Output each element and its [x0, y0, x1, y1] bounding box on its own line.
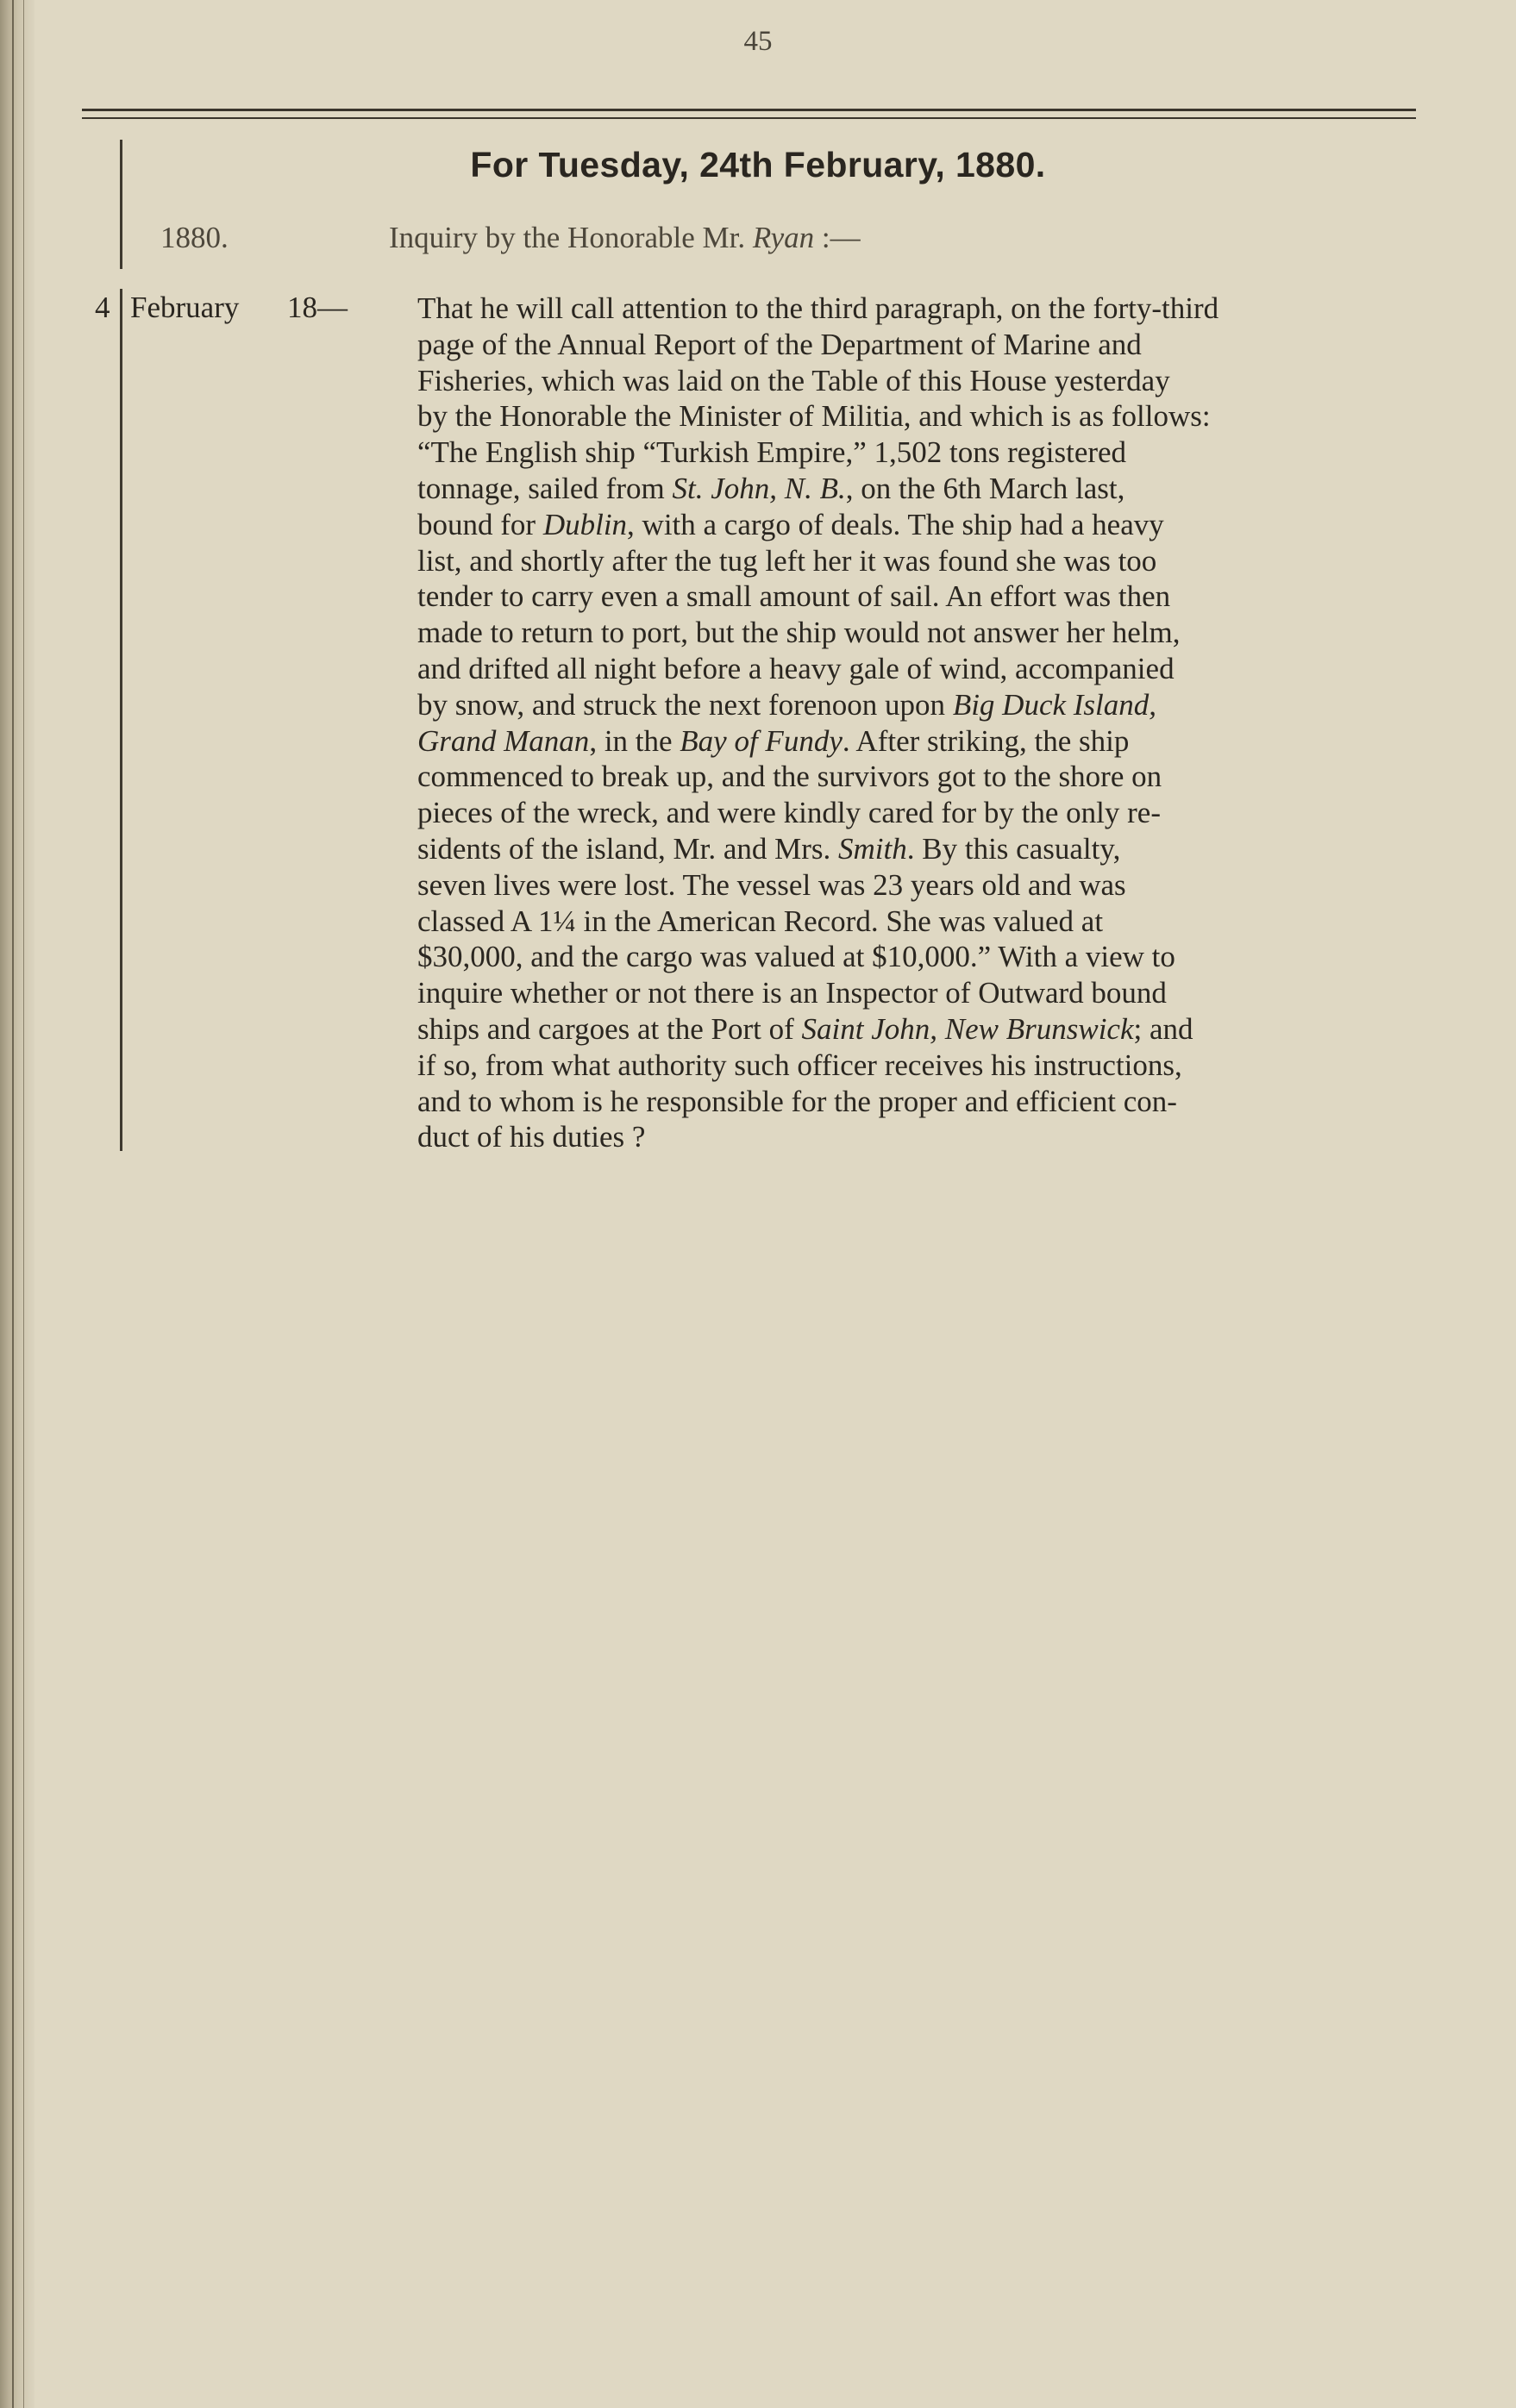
text-run: “The English ship “Turkish Empire,” 1,502 tons registered [417, 435, 1127, 470]
book-spine-shadow [0, 0, 34, 2408]
text-run: inquire whether or not there is an Inspector of Outward bound [417, 976, 1167, 1010]
italic-text: Smith [838, 831, 907, 866]
text-run: ships and cargoes at the Port of [417, 1011, 802, 1046]
margin-rule [120, 289, 122, 1151]
text-run: ; and [1133, 1011, 1193, 1046]
item-month: February [130, 291, 240, 324]
body-text-line [417, 543, 1437, 579]
body-text-line [417, 327, 1437, 363]
inquiry-line [389, 221, 861, 255]
text-run: , in the [589, 723, 680, 758]
text-run: duct of his duties ? [417, 1120, 646, 1154]
italic-text: Dublin [542, 507, 628, 541]
page-heading: For Tuesday, 24th February, 1880. [470, 145, 1046, 185]
header-rule-thick [82, 109, 1416, 111]
body-text-line [417, 1048, 1437, 1084]
body-text-line [417, 363, 1437, 399]
item-number: 4 [95, 291, 110, 324]
italic-text: Saint John, New Brunswick [801, 1011, 1134, 1046]
body-text-line [417, 471, 1437, 507]
inquiry-member-name: Ryan [752, 221, 815, 254]
text-run: . After striking, the ship [842, 723, 1130, 758]
text-run: by the Honorable the Minister of Militia, and which is as follows: [417, 399, 1211, 434]
italic-text: St. John, N. B. [672, 471, 846, 505]
text-run: Fisheries, which was laid on the Table of this House yesterday [417, 363, 1170, 397]
body-text-line [417, 398, 1437, 435]
body-text-line [417, 904, 1437, 940]
session-year: 1880. [160, 221, 229, 254]
page-number: 45 [743, 26, 773, 57]
text-run: if so, from what authority such officer receives his instructions, [417, 1048, 1182, 1082]
inquiry-body-text [417, 291, 1437, 1155]
text-run: That he will call attention to the third paragraph, on the forty-third [417, 291, 1219, 325]
text-run: tonnage, sailed from [417, 471, 673, 505]
text-run: , with a cargo of deals. The ship had a heavy [627, 507, 1164, 541]
body-text-line [417, 723, 1437, 760]
header-rule-thin [82, 117, 1416, 119]
text-run: by snow, and struck the next forenoon upon [417, 687, 953, 722]
body-text-line [417, 975, 1437, 1011]
body-text-line [417, 831, 1437, 867]
text-run: $30,000, and the cargo was valued at $10,000.” With a view to [417, 940, 1175, 974]
body-text-line [417, 867, 1437, 904]
text-run: commenced to break up, and the survivors got to the shore on [417, 760, 1162, 794]
text-run: sidents of the island, Mr. and Mrs. [417, 831, 839, 866]
margin-rule [120, 140, 122, 269]
text-run: . By this casualty, [906, 831, 1121, 866]
body-text-line [417, 759, 1437, 795]
body-text-line [417, 579, 1437, 615]
body-text-line [417, 435, 1437, 471]
body-text-line [417, 291, 1437, 327]
text-run: page of the Annual Report of the Department of Marine and [417, 327, 1142, 361]
text-run: tender to carry even a small amount of sail. An effort was then [417, 579, 1171, 614]
italic-text: Big Duck Island, [952, 687, 1157, 722]
italic-text: Bay of Fundy [680, 723, 843, 758]
body-text-line [417, 1011, 1437, 1048]
text-run: classed A 1¼ in the American Record. She was valued at [417, 904, 1104, 938]
text-run: , on the 6th March last, [845, 471, 1125, 505]
body-text-line [417, 507, 1437, 543]
body-text-line [417, 615, 1437, 651]
body-text-line [417, 1119, 1437, 1155]
body-text-line [417, 795, 1437, 831]
inquiry-suffix: :— [814, 221, 861, 254]
body-text-line [417, 939, 1437, 975]
italic-text: Grand Manan [417, 723, 590, 758]
body-text-line [417, 687, 1437, 723]
text-run: list, and shortly after the tug left her it was found she was too [417, 543, 1157, 578]
body-text-line [417, 651, 1437, 687]
text-run: and drifted all night before a heavy gale of wind, accompanied [417, 651, 1175, 685]
text-run: made to return to port, but the ship would not answer her helm, [417, 616, 1181, 650]
spine-edge-line [12, 0, 14, 2408]
text-run: seven lives were lost. The vessel was 23 years old and was [417, 867, 1126, 902]
item-day: 18— [287, 291, 348, 324]
spine-edge-line-inner [23, 0, 24, 2408]
inquiry-prefix: Inquiry by the Honorable Mr. [389, 221, 753, 254]
text-run: pieces of the wreck, and were kindly cared for by the only re- [417, 796, 1161, 830]
text-run: bound for [417, 507, 543, 541]
text-run: and to whom is he responsible for the proper and efficient con- [417, 1084, 1177, 1118]
body-text-line [417, 1084, 1437, 1120]
